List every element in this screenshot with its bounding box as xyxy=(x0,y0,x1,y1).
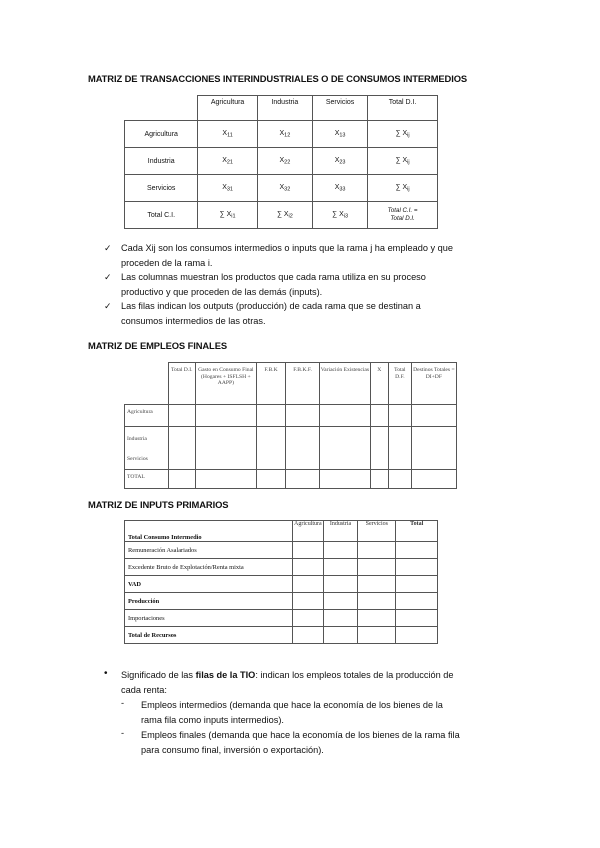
table-row: VAD xyxy=(125,576,438,593)
cell: $X_{22}$ xyxy=(257,148,312,175)
t1-header: Industria xyxy=(257,96,312,121)
check-icon: ✓ xyxy=(104,272,112,282)
list-item: Empleos intermedios (demanda que hace la economía de los bienes de la rama fila como inputs intermedios). xyxy=(141,700,443,725)
t3-header: Agricultura xyxy=(292,521,323,542)
cell: $X_{12}$ xyxy=(257,121,312,148)
section-title-empleos: MATRIZ DE EMPLEOS FINALES xyxy=(88,340,227,351)
cell: ∑ $X_{i1}$ xyxy=(198,202,257,229)
check-icon: ✓ xyxy=(104,243,112,253)
table-row: Remuneración Asalariados xyxy=(125,542,438,559)
t1-header: Agricultura xyxy=(198,96,257,121)
cell: ∑ $X_{i3}$ xyxy=(312,202,367,229)
table-row xyxy=(125,175,438,202)
table-row: Excedente Bruto de Explotación/Renta mixta xyxy=(125,559,438,576)
t2-header: Destinos Totales = DI+DF xyxy=(411,363,456,405)
cell: $X_{11}$ xyxy=(198,121,257,148)
cell: ∑ $X_{i2}$ xyxy=(257,202,312,229)
row-label: Industria xyxy=(125,148,198,175)
t3-header: Servicios xyxy=(358,521,396,542)
matriz-inputs-table xyxy=(124,520,438,644)
table-row xyxy=(125,148,438,175)
list-item: Las columnas muestran los productos que cada rama utiliza en su proceso productivo y que proceden de las demás (inputs). xyxy=(121,272,426,297)
table-row xyxy=(125,202,438,229)
t2-header: Total D.I. xyxy=(169,363,196,405)
matriz-empleos-table xyxy=(124,362,457,489)
t2-header: X xyxy=(370,363,389,405)
table-row xyxy=(125,121,438,148)
t1-header: Servicios xyxy=(312,96,367,121)
cell: Total C.I. = Total D.I. xyxy=(368,202,438,229)
t2-header: F.B.K.F. xyxy=(285,363,320,405)
cell: $X_{21}$ xyxy=(198,148,257,175)
t3-header: Total xyxy=(396,521,438,542)
t2-header: F.B.K xyxy=(257,363,286,405)
cell: ∑ $X_{ij}$ xyxy=(368,148,438,175)
t1-header: Total D.I. xyxy=(368,96,438,121)
list-item: Significado de las filas de la TIO: indican los empleos totales de la producción de cada renta: xyxy=(121,670,454,695)
cell: $X_{33}$ xyxy=(312,175,367,202)
section-title-transacciones: MATRIZ DE TRANSACCIONES INTERINDUSTRIALES O DE CONSUMOS INTERMEDIOS xyxy=(88,73,468,84)
dash-icon: - xyxy=(121,698,125,708)
list-item: Empleos finales (demanda que hace la economía de los bienes de la rama fila para consumo final, inversión o exportación). xyxy=(141,730,460,755)
matriz-transacciones-table xyxy=(124,95,438,229)
table-row: Industria Servicios xyxy=(125,427,457,470)
cell: $X_{23}$ xyxy=(312,148,367,175)
list-item: Las filas indican los outputs (producción) de cada rama que se destinan a consumos intermedios de las otras. xyxy=(121,301,421,326)
cell: $X_{32}$ xyxy=(257,175,312,202)
cell: ∑ $X_{ij}$ xyxy=(368,121,438,148)
table-row: TOTAL xyxy=(125,470,457,489)
section-title-inputs: MATRIZ DE INPUTS PRIMARIOS xyxy=(88,499,229,510)
t3-header: Industria xyxy=(323,521,357,542)
table-row: Importaciones xyxy=(125,610,438,627)
table-row: Agricultura xyxy=(125,405,457,427)
cell: $X_{13}$ xyxy=(312,121,367,148)
table-row: Producción xyxy=(125,593,438,610)
bullet-icon: • xyxy=(104,668,108,679)
t2-header: Variación Existencias xyxy=(320,363,370,405)
row-label: Total Consumo Intermedio xyxy=(125,521,293,542)
dash-icon: - xyxy=(121,728,125,738)
list-item: Cada Xij son los consumos intermedios o inputs que la rama j ha empleado y que proceden de la rama i. xyxy=(121,243,453,268)
row-label: Total C.I. xyxy=(125,202,198,229)
t2-header: Gasto en Consumo Final (Hogares + ISFLSH + AAPP) xyxy=(195,363,257,405)
cell: ∑ $X_{ij}$ xyxy=(368,175,438,202)
table-row: Total de Recursos xyxy=(125,627,438,644)
check-icon: ✓ xyxy=(104,301,112,311)
t2-header: Total D.F. xyxy=(389,363,412,405)
cell: $X_{31}$ xyxy=(198,175,257,202)
row-label: Agricultura xyxy=(125,121,198,148)
row-label: Servicios xyxy=(125,175,198,202)
